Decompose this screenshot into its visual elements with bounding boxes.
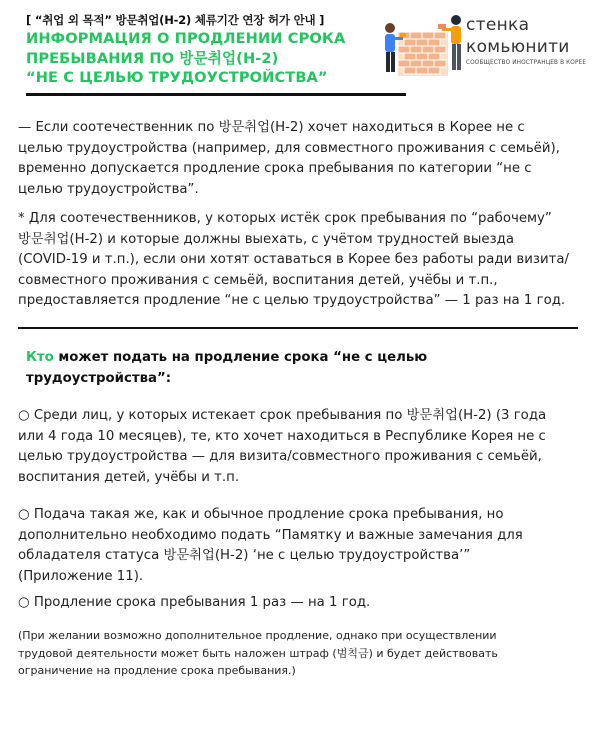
page-title (26, 29, 376, 88)
header (0, 0, 600, 100)
text-line: предоставляется продление “не с целью трудоустройства” — 1 раз на 1 год. (18, 293, 566, 308)
header-kicker: [ “취업 외 목적” 방문취업(H-2) 체류기간 연장 허가 안내 ] (26, 13, 325, 27)
footnote-note (18, 627, 586, 680)
text-line: ○ Среди лиц, у которых истекает срок пребывания по 방문취업(H-2) (3 года (18, 408, 547, 423)
text-line: (COVID-19 и т.п.), если они хотят оставаться в Корее без работы ради визита/ (18, 252, 569, 267)
list-item (18, 505, 586, 587)
text-line: целью трудоустройства — для визита/совместного проживания с семьёй, (18, 449, 542, 464)
text-line: целью трудоустройства (например, для совместного проживания с семьёй), (18, 140, 560, 156)
brand-name-line2: комьюнити (466, 37, 570, 57)
brand-logo (466, 14, 596, 66)
intro-paragraph (18, 118, 586, 200)
heading-accent-word: Кто (26, 350, 54, 365)
text-line: 방문취업(H-2) и которые должны выехать, с учётом трудностей выезда (18, 231, 514, 247)
section-divider (18, 327, 578, 329)
text-line: ограничение на продление срока пребывания.) (18, 664, 296, 677)
title-line: ПРЕБЫВАНИЯ ПО 방문취업(H-2) (26, 49, 279, 67)
text-line: — Если соотечественник по 방문취업(H-2) хочет находиться в Корее не с (18, 120, 525, 135)
list-item (18, 593, 586, 614)
title-line: ИНФОРМАЦИЯ О ПРОДЛЕНИИ СРОКА (26, 30, 346, 47)
brand-name-line1: стенка (466, 15, 530, 35)
footnote-paragraph (18, 209, 586, 312)
list-item (18, 406, 586, 488)
text-line: обладателя статуса 방문취업(H-2) ‘не с целью трудоустройства’” (18, 548, 471, 563)
text-line: временно допускается продление срока пребывания по категории “не с (18, 161, 532, 176)
brick-wall-builders-illustration (376, 6, 468, 82)
text-line: или 4 года 10 месяцев), те, кто хочет находиться в Республике Корея не с (18, 428, 546, 444)
heading-text-line2: трудоустройства”: (26, 370, 172, 386)
title-underline (26, 93, 406, 96)
text-line: ○ Продление срока пребывания 1 раз — на 1 год. (18, 595, 371, 610)
text-line: (При желании возможно дополнительное продление, однако при осуществлении (18, 629, 497, 642)
text-line: ○ Подача такая же, как и обычное продление срока пребывания, но (18, 507, 504, 522)
text-line: совместного проживания с семьёй, воспитания детей, учёбы и т.п., (18, 272, 498, 288)
brand-tagline: СООБЩЕСТВО ИНОСТРАНЦЕВ В КОРЕЕ (466, 60, 587, 66)
text-line: * Для соотечественников, у которых истёк срок пребывания по “рабочему” (18, 211, 552, 226)
section-heading (26, 348, 586, 389)
title-line: “НЕ С ЦЕЛЬЮ ТРУДОУСТРОЙСТВА” (26, 69, 328, 86)
text-line: целью трудоустройства”. (18, 181, 199, 197)
brick-wall-icon (398, 32, 448, 76)
text-line: трудовой деятельности может быть наложен штраф (범칙금) и будет действовать (18, 646, 498, 660)
heading-text: может подать на продление срока “не с целью (53, 350, 428, 365)
text-line: воспитания детей, учёбы и т.п. (18, 469, 240, 485)
text-line: (Приложение 11). (18, 568, 144, 584)
text-line: дополнительно необходимо подать “Памятку и важные замечания для (18, 527, 523, 543)
